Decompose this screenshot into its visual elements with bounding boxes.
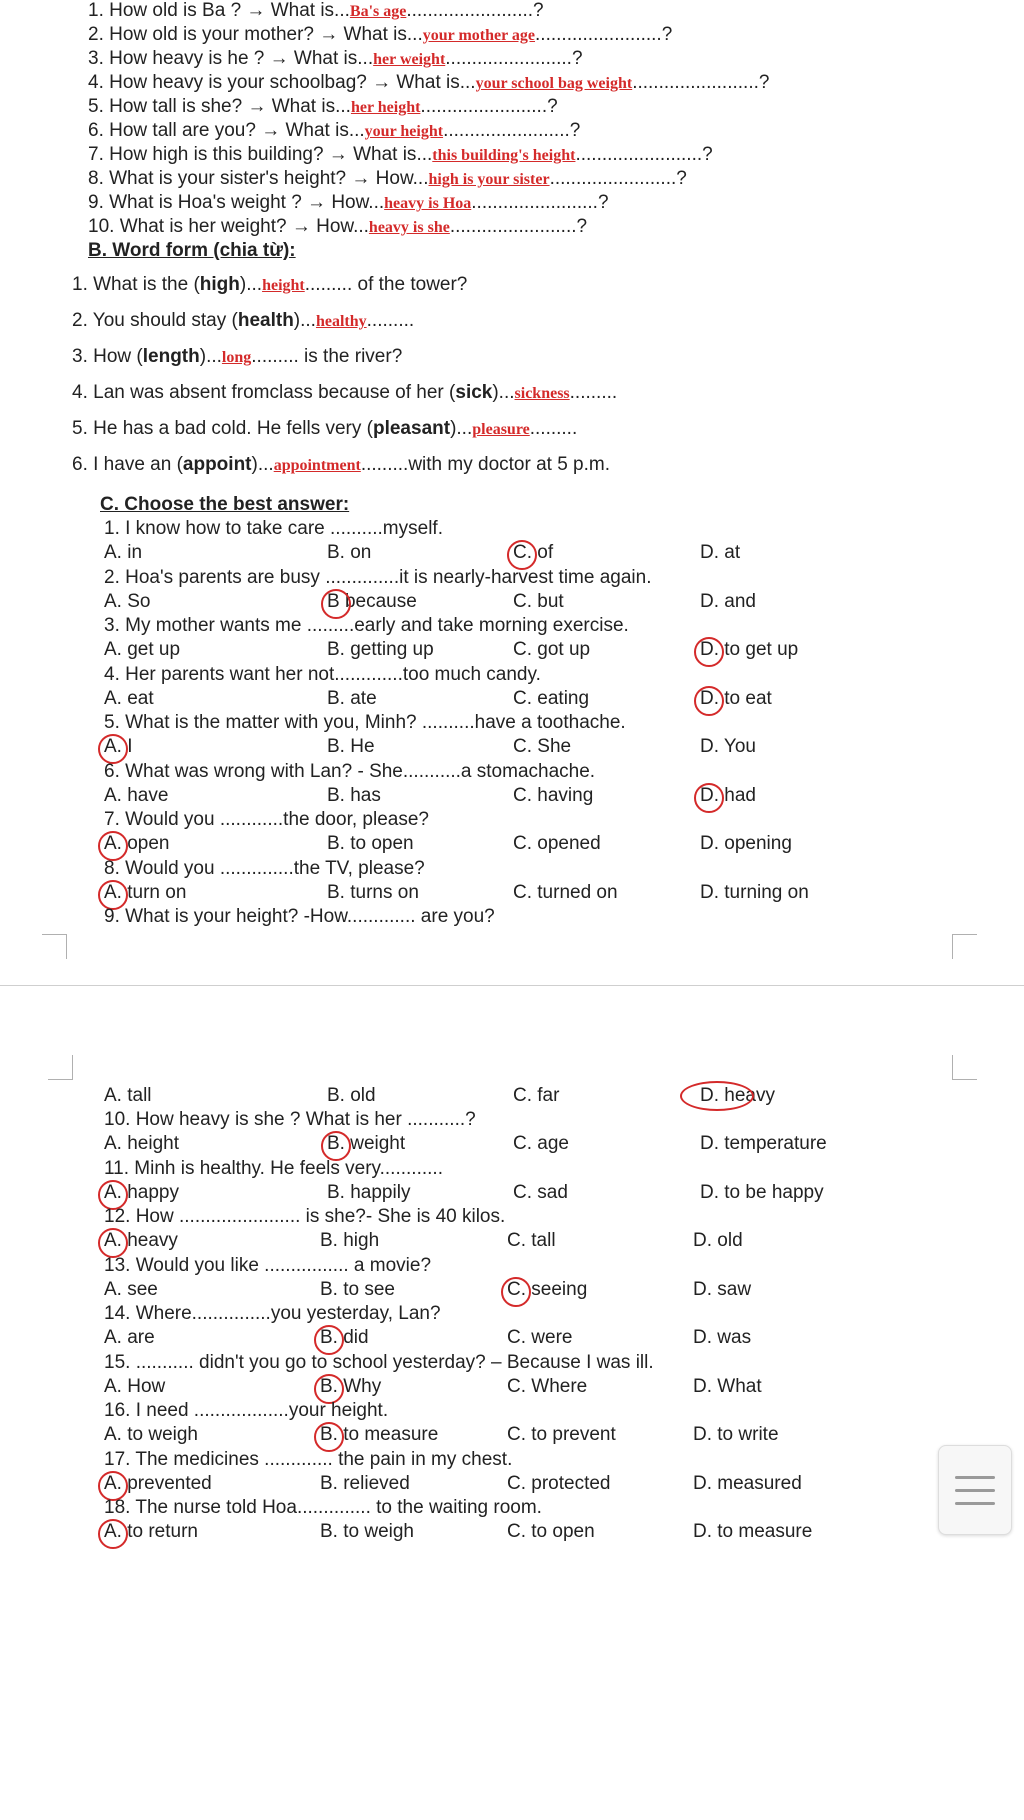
answer-option[interactable]: B because <box>327 590 417 612</box>
dots: ........................ <box>420 96 548 117</box>
answer-circle-mark <box>314 1374 344 1404</box>
word-form-item <box>72 310 414 333</box>
base-word: sick <box>455 382 493 403</box>
answer-option[interactable]: A. heavy <box>104 1230 178 1251</box>
question-text: 10. What is her weight? → How <box>88 216 354 237</box>
question-text: 6. What was wrong with Lan? - She...........a stomachache. <box>104 760 596 782</box>
dots: ... <box>416 144 433 165</box>
answer-option[interactable]: C. seeing <box>507 1278 588 1300</box>
item-text: 1. What is the ( <box>72 274 200 295</box>
question-text: 15. ........... didn't you go to school yesterday? – Because I was ill. <box>104 1351 654 1373</box>
answer-option[interactable]: C. She <box>513 736 572 757</box>
answer-option[interactable]: B. to open <box>327 833 414 854</box>
answer-option[interactable]: B. ate <box>327 687 377 709</box>
answer-option[interactable]: C. tall <box>507 1230 556 1251</box>
answer-option[interactable]: B. has <box>327 784 381 806</box>
question-text: 1. I know how to take care ..........myself. <box>104 518 443 539</box>
dots: ... <box>348 120 365 141</box>
answer-circle-mark <box>98 1519 128 1549</box>
answer-option[interactable]: B. weight <box>327 1133 406 1154</box>
handwritten-answer: healthy <box>315 313 367 330</box>
dots: ... <box>335 96 351 117</box>
dots: ......... <box>360 454 409 475</box>
question-mark: ? <box>676 168 687 189</box>
section-a-line <box>88 144 713 167</box>
question-text: 2. Hoa's parents are busy ..............it is nearly-harvest time again. <box>104 566 652 588</box>
section-c-title-text: C. Choose the best answer: <box>100 494 350 515</box>
item-text: 3. How ( <box>72 346 143 367</box>
question-text: 8. Would you ..............the TV, please? <box>104 857 425 879</box>
word-form-item <box>72 274 467 297</box>
item-text: 2. You should stay ( <box>72 310 238 331</box>
page-corner-marker <box>952 934 977 959</box>
answer-option[interactable]: A. see <box>104 1278 158 1300</box>
answer-option[interactable]: D. temperature <box>700 1133 827 1154</box>
answer-option[interactable]: A. tall <box>104 1085 152 1106</box>
question-text: 4. Her parents want her not.............too much candy. <box>104 663 541 685</box>
handwritten-answer: your mother age <box>422 27 536 44</box>
answer-option[interactable]: C. eating <box>513 687 590 709</box>
answer-option[interactable]: D. at <box>700 542 741 563</box>
answer-option[interactable]: B. high <box>320 1230 380 1251</box>
handwritten-answer: high is your sister <box>428 171 550 188</box>
answer-circle-mark <box>98 734 128 764</box>
section-b-title-text: B. Word form (chia từ): <box>88 240 296 261</box>
answer-option[interactable]: B. old <box>327 1085 376 1106</box>
question-text: 3. My mother wants me .........early and take morning exercise. <box>104 615 629 636</box>
answer-option[interactable]: C. protected <box>507 1472 611 1494</box>
question-text: 9. What is your height? -How............. are you? <box>104 906 495 927</box>
section-a-line <box>88 72 769 95</box>
question-text: 9. What is Hoa's weight ? → How <box>88 192 369 213</box>
dots: ......... <box>304 274 353 295</box>
handwritten-answer: sickness <box>514 385 570 402</box>
answer-option[interactable]: A. in <box>104 542 143 563</box>
answer-option[interactable]: A. eat <box>104 687 154 709</box>
answer-option[interactable]: A. are <box>104 1327 155 1348</box>
answer-option[interactable]: D. You <box>700 736 756 757</box>
document-page-2 <box>0 1010 1024 1820</box>
page-corner-marker <box>952 1055 977 1080</box>
item-text: with my doctor at 5 p.m. <box>408 454 611 475</box>
question-text: 5. What is the matter with you, Minh? ..........have a toothache. <box>104 712 626 733</box>
item-text: )... <box>199 346 222 367</box>
handwritten-answer: this building's height <box>432 147 576 164</box>
section-a-line <box>88 96 558 119</box>
handwritten-answer: heavy is Hoa <box>384 195 472 212</box>
answer-circle-mark <box>98 1471 128 1501</box>
question-mark: ? <box>702 144 713 165</box>
answer-circle-mark <box>507 540 537 570</box>
word-form-item <box>72 454 610 477</box>
question-mark: ? <box>547 96 558 117</box>
dots: ... <box>368 192 385 213</box>
handwritten-answer: Ba's age <box>349 3 407 20</box>
section-a-line <box>88 0 544 23</box>
page-separator <box>0 985 1024 1011</box>
answer-option[interactable]: D. to eat <box>700 687 772 709</box>
answer-option[interactable]: D. opening <box>700 833 792 854</box>
dots: ........................ <box>443 120 570 141</box>
page-corner-marker <box>48 1055 73 1080</box>
item-text: 5. He has a bad cold. He fells very ( <box>72 418 373 439</box>
answer-option[interactable]: D. to write <box>693 1424 779 1445</box>
question-mark: ? <box>661 24 673 45</box>
answer-option[interactable]: C. to prevent <box>507 1424 616 1445</box>
answer-option[interactable]: A. to weigh <box>104 1424 198 1445</box>
answer-option[interactable]: A. happy <box>104 1181 179 1203</box>
answer-option[interactable]: D. had <box>700 784 756 806</box>
answer-option[interactable]: D. measured <box>693 1472 802 1494</box>
question-text: 1. How old is Ba ? → What is <box>88 0 335 21</box>
question-text: 6. How tall are you? → What is <box>88 120 349 141</box>
answer-option[interactable]: A. So <box>104 590 151 612</box>
answer-option[interactable]: A. I <box>104 736 133 757</box>
answer-option[interactable]: D. was <box>693 1327 752 1348</box>
question-mark: ? <box>758 72 770 93</box>
word-form-item <box>72 382 617 405</box>
answer-option[interactable]: D. What <box>693 1375 762 1397</box>
answer-circle-mark <box>98 1228 128 1258</box>
answer-option[interactable]: C. age <box>513 1133 569 1154</box>
item-text: 4. Lan was absent fromclass because of her ( <box>72 382 456 403</box>
dots: ........................ <box>575 144 703 165</box>
handwritten-answer: her height <box>350 99 421 116</box>
section-a-line <box>88 168 687 191</box>
answer-circle-mark <box>98 880 128 910</box>
answer-option[interactable]: B. to see <box>320 1278 395 1300</box>
answer-circle-mark <box>321 589 351 619</box>
section-a-line <box>88 120 580 143</box>
answer-option[interactable]: D. to be happy <box>700 1181 824 1203</box>
question-text: 16. I need ..................your height. <box>104 1400 389 1421</box>
answer-option[interactable]: A. to return <box>104 1521 198 1542</box>
section-c-title <box>100 494 349 516</box>
question-text: 14. Where...............you yesterday, Lan? <box>104 1303 441 1324</box>
dots: ... <box>357 48 374 69</box>
answer-option[interactable]: C. far <box>513 1085 560 1106</box>
question-mark: ? <box>576 216 588 237</box>
answer-option[interactable]: A. turn on <box>104 881 187 903</box>
question-mark: ? <box>597 192 609 213</box>
answer-circle-mark <box>501 1277 531 1307</box>
answer-option[interactable]: A. get up <box>104 639 181 660</box>
answer-option[interactable]: B. turns on <box>327 881 419 903</box>
item-text: )... <box>251 454 274 475</box>
section-a-line <box>88 216 587 239</box>
dots: ........................ <box>471 192 598 213</box>
handwritten-answer: appointment <box>273 457 361 474</box>
dots: ......... <box>251 346 299 367</box>
question-mark: ? <box>533 0 544 21</box>
answer-circle-mark <box>680 1081 754 1111</box>
menu-icon[interactable] <box>938 1445 1012 1535</box>
answer-option[interactable]: B. getting up <box>327 639 434 660</box>
answer-option[interactable]: B. Why <box>320 1375 382 1397</box>
section-a-line <box>88 48 583 71</box>
question-text: 13. Would you like ................ a movie? <box>104 1254 432 1276</box>
answer-circle-mark <box>694 783 724 813</box>
dots: ........................ <box>449 216 577 237</box>
answer-option[interactable]: B. to weigh <box>320 1521 414 1542</box>
answer-option[interactable]: C. were <box>507 1327 573 1348</box>
question-mark: ? <box>569 120 581 141</box>
page-corner-marker <box>42 934 67 959</box>
answer-option[interactable]: C. sad <box>513 1181 568 1203</box>
dots: ......... <box>529 418 578 439</box>
dots: ... <box>334 0 350 21</box>
item-text: 6. I have an ( <box>72 454 183 475</box>
question-text: 7. Would you ............the door, please? <box>104 809 429 830</box>
answer-option[interactable]: B. relieved <box>320 1472 410 1494</box>
base-word: appoint <box>182 454 252 475</box>
question-text: 18. The nurse told Hoa.............. to the waiting room. <box>104 1497 542 1518</box>
item-text: )... <box>239 274 263 295</box>
answer-circle-mark <box>314 1325 344 1355</box>
answer-option[interactable]: B. on <box>327 542 372 563</box>
answer-circle-mark <box>98 831 128 861</box>
question-text: 7. How high is this building? → What is <box>88 144 417 165</box>
answer-option[interactable]: C. Where <box>507 1375 588 1397</box>
answer-option[interactable]: A. prevented <box>104 1472 212 1494</box>
answer-option[interactable]: B. happily <box>327 1181 411 1203</box>
answer-option[interactable]: A. height <box>104 1133 179 1154</box>
answer-circle-mark <box>694 637 724 667</box>
word-form-item <box>72 346 402 369</box>
answer-circle-mark <box>314 1422 344 1452</box>
answer-option[interactable]: D. saw <box>693 1278 752 1300</box>
answer-option[interactable]: A. open <box>104 833 170 854</box>
section-b-title <box>88 240 296 262</box>
answer-option[interactable]: C. opened <box>513 833 601 854</box>
word-form-item <box>72 418 577 441</box>
answer-circle-mark <box>321 1131 351 1161</box>
handwritten-answer: your height <box>364 123 444 140</box>
dots: ... <box>459 72 476 93</box>
answer-option[interactable]: A. How <box>104 1375 166 1397</box>
handwritten-answer: heavy is she <box>368 219 450 236</box>
question-text: 5. How tall is she? → What is <box>88 96 336 117</box>
item-text: )... <box>492 382 515 403</box>
answer-option[interactable]: C. got up <box>513 639 591 660</box>
question-text: 11. Minh is healthy. He feels very............ <box>104 1157 443 1179</box>
answer-circle-mark <box>694 686 724 716</box>
answer-option[interactable]: C. turned on <box>513 881 618 903</box>
answer-option[interactable]: B. did <box>320 1327 369 1348</box>
answer-option[interactable]: C. to open <box>507 1521 595 1542</box>
handwritten-answer: long <box>221 349 252 366</box>
item-text: of the tower? <box>352 274 468 295</box>
dots: ... <box>406 24 423 45</box>
handwritten-answer: your school bag weight <box>475 75 633 92</box>
answer-option[interactable]: A. have <box>104 784 169 806</box>
base-word: health <box>237 310 294 331</box>
section-a-line <box>88 192 609 215</box>
question-text: 8. What is your sister's height? → How <box>88 168 413 189</box>
answer-option[interactable]: B. He <box>327 736 375 757</box>
handwritten-answer: height <box>262 277 305 294</box>
question-text: 3. How heavy is he ? → What is <box>88 48 358 69</box>
handwritten-answer: her weight <box>373 51 446 68</box>
dots: ........................ <box>549 168 677 189</box>
answer-option[interactable]: D. turning on <box>700 881 809 903</box>
base-word: length <box>142 346 200 367</box>
answer-option[interactable]: D. old <box>693 1230 743 1251</box>
answer-option[interactable]: C. of <box>513 542 554 563</box>
dots: ........................ <box>535 24 662 45</box>
answer-option[interactable]: C. but <box>513 590 564 612</box>
dots: ........................ <box>445 48 572 69</box>
question-text: 2. How old is your mother? → What is <box>88 24 407 45</box>
item-text: )... <box>293 310 316 331</box>
handwritten-answer: pleasure <box>472 421 530 438</box>
question-text: 4. How heavy is your schoolbag? → What is <box>88 72 460 93</box>
dots: ........................ <box>406 0 534 21</box>
answer-option[interactable]: D. to get up <box>700 639 799 660</box>
dots: ........................ <box>632 72 759 93</box>
base-word: pleasant <box>372 418 451 439</box>
question-text: 10. How heavy is she ? What is her ...........? <box>104 1109 476 1130</box>
section-a-line <box>88 24 672 47</box>
answer-option[interactable]: D. heavy <box>700 1085 775 1106</box>
answer-circle-mark <box>98 1180 128 1210</box>
answer-option[interactable]: B. to measure <box>320 1424 439 1445</box>
item-text: )... <box>450 418 473 439</box>
question-mark: ? <box>571 48 583 69</box>
question-text: 12. How ....................... is she?- She is 40 kilos. <box>104 1206 506 1227</box>
dots: ......... <box>366 310 415 331</box>
answer-option[interactable]: D. to measure <box>693 1521 813 1542</box>
dots: ... <box>412 168 429 189</box>
answer-option[interactable]: C. having <box>513 784 594 806</box>
dots: ... <box>353 216 369 237</box>
dots: ......... <box>569 382 618 403</box>
question-text: 17. The medicines ............. the pain in my chest. <box>104 1448 513 1470</box>
answer-option[interactable]: D. and <box>700 590 756 612</box>
base-word: high <box>199 274 240 295</box>
item-text: is the river? <box>298 346 403 367</box>
